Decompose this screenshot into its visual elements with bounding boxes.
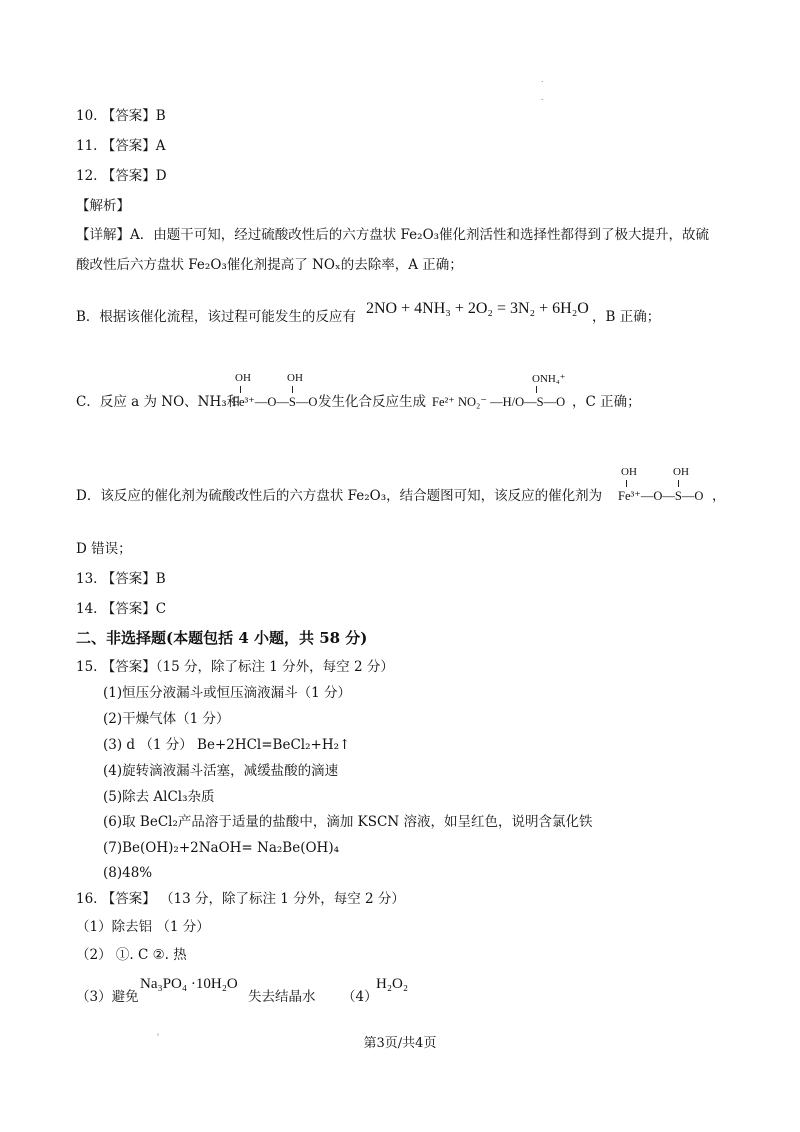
detail-line-1: 【详解】A．由题干可知，经过硫酸改性后的六方盘状 Fe₂O₃催化剂活性和选择性都得到了极大提升，故硫 bbox=[76, 227, 710, 243]
answer-14: 14. 【答案】C bbox=[76, 601, 167, 617]
bond-line bbox=[536, 386, 537, 393]
option-c-mid: 发生化合反应生成 bbox=[318, 394, 426, 410]
q16-item-1: （1）除去铝 （1 分） bbox=[76, 919, 210, 935]
q16-item-3-formula: Na₃PO₄ ·10H₂O bbox=[140, 976, 238, 992]
option-d-suffix: ， bbox=[712, 488, 726, 504]
q15-item: (6)取 BeCl₂产品溶于适量的盐酸中，滴加 KSCN 溶液，如呈红色，说明含氯化铁 bbox=[103, 814, 593, 830]
fe-chain: Fe³⁺—O—S—O bbox=[232, 395, 318, 409]
bond-line bbox=[292, 386, 293, 393]
onh4-group: ONH₄⁺ bbox=[532, 373, 566, 385]
option-b-equation: 2NO + 4NH₃ + 2O₂ = 3N₂ + 6H₂O bbox=[366, 300, 589, 317]
q15-item: (3) d （1 分） Be+2HCl=BeCl₂+H₂↑ bbox=[103, 737, 351, 753]
q15-item: (1)恒压分液漏斗或恒压滴液漏斗（1 分） bbox=[103, 685, 352, 701]
option-d-end: D 错误； bbox=[76, 541, 132, 557]
q16-head: 16. 【答案】 （13 分，除了标注 1 分外，每空 2 分） bbox=[76, 891, 405, 907]
q16-item-4-formula: H₂O₂ bbox=[376, 976, 409, 992]
q16-item-4-prefix: （4） bbox=[342, 989, 378, 1005]
q15-item: (8)48% bbox=[103, 865, 153, 881]
corner-mark: . bbox=[541, 94, 544, 102]
oh-group: OH bbox=[235, 372, 251, 384]
bond-line bbox=[626, 480, 627, 487]
option-b-prefix: B．根据该催化流程，该过程可能发生的反应有 bbox=[76, 309, 356, 325]
oh-group: OH bbox=[287, 372, 303, 384]
q16-item-2: （2） ①. C ②. 热 bbox=[76, 947, 187, 963]
oh-group: OH bbox=[673, 466, 689, 478]
answer-10: 10. 【答案】B bbox=[76, 108, 166, 124]
q15-item: (5)除去 AlCl₃杂质 bbox=[103, 789, 215, 805]
q15-item: (7)Be(OH)₂+2NaOH= Na₂Be(OH)₄ bbox=[103, 840, 339, 856]
q15-item: (4)旋转滴液漏斗活塞，减缓盐酸的滴速 bbox=[103, 763, 339, 779]
answer-12: 12. 【答案】D bbox=[76, 168, 167, 184]
option-b-suffix: ，B 正确； bbox=[592, 309, 661, 325]
analysis-label: 【解析】 bbox=[76, 198, 130, 214]
bond-line bbox=[240, 386, 241, 393]
bond-line bbox=[678, 480, 679, 487]
corner-mark: . bbox=[541, 76, 544, 84]
q16-item-3-prefix: （3）避免 bbox=[76, 989, 139, 1005]
q15-head: 15. 【答案】（15 分，除了标注 1 分外，每空 2 分） bbox=[76, 659, 394, 675]
answer-11: 11. 【答案】A bbox=[76, 138, 166, 154]
page-footer: 第3页/共4页 bbox=[363, 1036, 437, 1051]
fe2-chain: Fe²⁺ NO₂⁻ —H/O—S—O bbox=[432, 395, 566, 409]
small-mark: ' bbox=[157, 1033, 159, 1041]
fe-chain: Fe³⁺—O—S—O bbox=[618, 489, 704, 503]
section-2-title: 二、非选择题(本题包括 4 小题，共 58 分) bbox=[76, 629, 368, 647]
option-c-suffix: ，C 正确； bbox=[572, 394, 641, 410]
answer-13: 13. 【答案】B bbox=[76, 571, 166, 587]
option-c-prefix: C．反应 a 为 NO、NH₃和 bbox=[76, 394, 241, 410]
option-d-prefix: D．该反应的催化剂为硫酸改性后的六方盘状 Fe₂O₃，结合题图可知，该反应的催化剂为 bbox=[76, 488, 603, 504]
q16-item-3-suffix: 失去结晶水 bbox=[248, 989, 316, 1005]
q15-item: (2)干燥气体（1 分） bbox=[103, 711, 230, 727]
oh-group: OH bbox=[621, 466, 637, 478]
detail-line-2: 酸改性后六方盘状 Fe₂O₃催化剂提高了 NOₓ的去除率，A 正确； bbox=[76, 257, 463, 273]
